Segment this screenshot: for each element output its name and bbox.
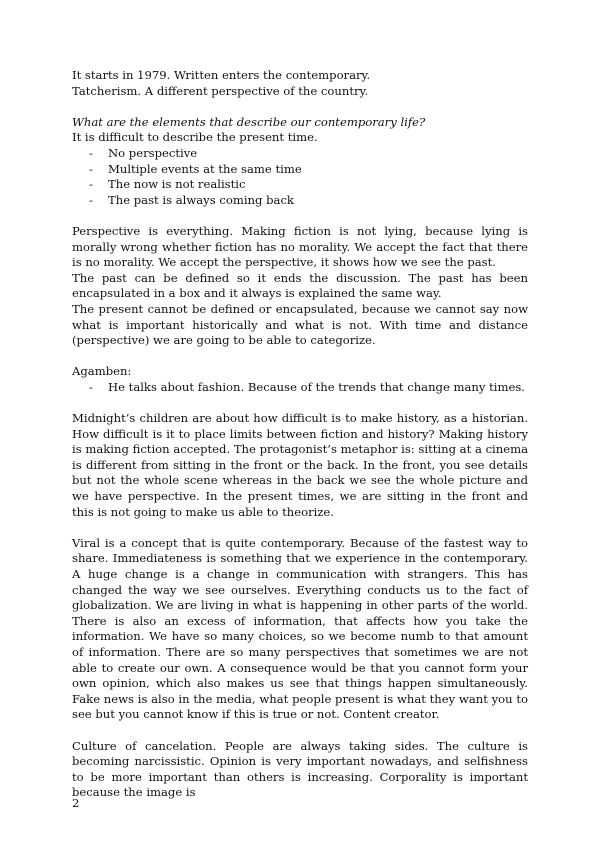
body-line: It is difficult to describe the present time. — [72, 130, 318, 145]
paragraph: Culture of cancelation. People are always taking sides. The culture is becoming narcissistic. Opinion is very important nowadays, and selfishness to be more important than others is increasing. Corporality is important because the image is — [72, 738, 528, 800]
intro-line: Tatcherism. A different perspective of the country. — [72, 83, 369, 98]
bullet-list — [72, 146, 528, 208]
paragraph: Midnight’s children are about how difficult is to make history, as a historian. How difficult is it to place limits between fiction and history? Making history is making fiction accepted. The protagonist’s metaphor is: sitting at a cinema is different from sitting in the front or the back. In the front, you see details but not the whole scene whereas in the back we see the whole picture and we have perspective. In the present times, we are sitting in the front and this is not going to make us able to theorize. — [72, 411, 528, 519]
page-number: 2 — [72, 796, 80, 810]
paragraph: Perspective is everything. Making fiction is not lying, because lying is morally wrong whether fiction has no morality. We accept the fact that there is no morality. We accept the perspective, it shows how we see the past. — [72, 223, 528, 270]
spacer — [72, 349, 528, 365]
spacer — [72, 208, 528, 224]
spacer — [72, 395, 528, 411]
list-item: - The past is always coming back — [72, 193, 528, 209]
agamben-label: Agamben: — [72, 364, 132, 379]
intro-line: It starts in 1979. Written enters the contemporary. — [72, 68, 371, 82]
list-item: - He talks about fashion. Because of the trends that change many times. — [72, 380, 528, 396]
paragraph: The past can be defined so it ends the discussion. The past has been encapsulated in a box and it always is explained the same way. — [72, 270, 528, 301]
paragraph: The present cannot be defined or encapsulated, because we cannot say now what is important historically and what is not. With time and distance (perspective) we are going to be able to categorize. — [72, 301, 528, 348]
bullet-list — [72, 380, 528, 396]
section-question: What are the elements that describe our contemporary life? — [72, 114, 426, 129]
list-item: - The now is not realistic — [72, 177, 528, 193]
page-content — [72, 68, 528, 801]
spacer — [72, 99, 528, 115]
paragraph: Viral is a concept that is quite contemporary. Because of the fastest way to share. Immediateness is something that we experience in the contemporary. A huge change is a change in communication with strangers. This has changed the way we see ourselves. Everything conducts us to the fact of globalization. We are living in what is happening in other parts of the world. There is also an excess of information, that affects how you take the information. We have so many choices, so we become numb to that amount of information. There are so many perspectives that sometimes we are not able to create our own. A consequence would be that you cannot form your own opinion, which also makes us see that things happen simultaneously. Fake news is also in the media, what people present is what they want you to see but you cannot know if this is true or not. Content creator. — [72, 535, 528, 722]
spacer — [72, 520, 528, 536]
list-item: - Multiple events at the same time — [72, 162, 528, 178]
spacer — [72, 723, 528, 739]
list-item: - No perspective — [72, 146, 528, 162]
